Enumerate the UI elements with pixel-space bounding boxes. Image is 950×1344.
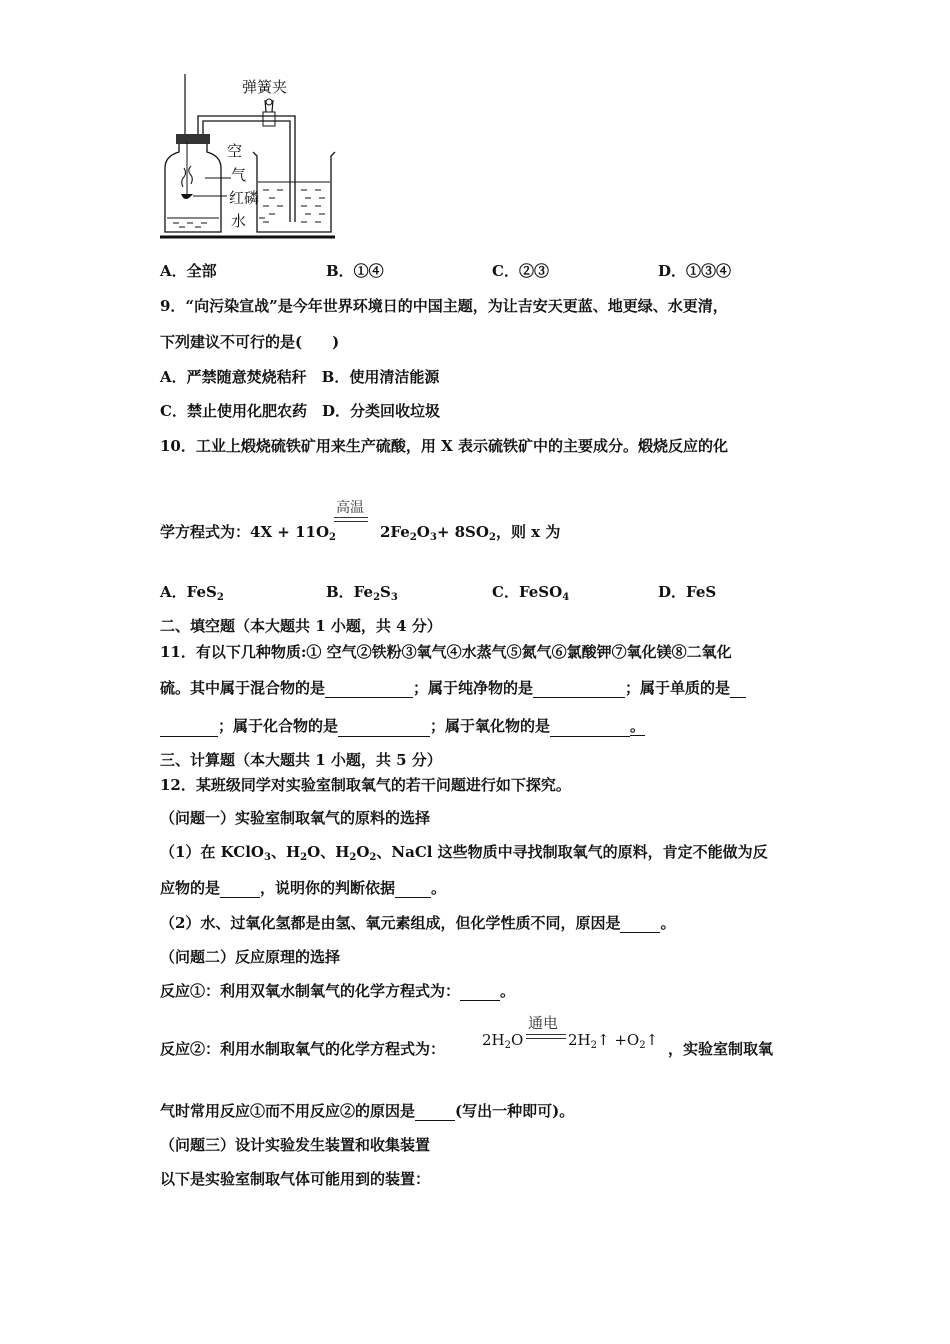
q11-element-blank-end[interactable] — [160, 720, 218, 737]
q12-reaction-2-label: 反应②：利用水制取氧气的化学方程式为： — [160, 1040, 446, 1058]
q12-r2-reason-label: 气时常用反应①而不用反应②的原因是 — [160, 1102, 416, 1120]
q12-r2-rhs-h: 2H — [568, 1031, 591, 1049]
q10-eq-sub-4: 2 — [488, 532, 496, 543]
q12-p1-q1-reason-blank[interactable] — [395, 881, 431, 898]
q10-option-a-sub: 2 — [216, 592, 224, 603]
q8-option-a: A．全部 — [160, 262, 217, 280]
q11-mixture-label: 硫。其中属于混合物的是 — [160, 679, 326, 697]
q11-compound-label: ；属于化合物的是 — [218, 717, 339, 735]
q10-eq-product-so: + 8SO — [436, 523, 489, 541]
q12-p1-q2-blank[interactable] — [620, 916, 660, 933]
q12-reaction-1-blank[interactable] — [460, 984, 500, 1001]
q11-pure-blank[interactable] — [533, 681, 625, 698]
apparatus-figure — [155, 72, 345, 242]
q12-reaction-2-line-2 — [160, 1101, 574, 1121]
q12-p1-q1-text-b: 、H — [270, 843, 301, 861]
q12-p1-q1-reason-label: ，说明你的判断依据 — [260, 879, 396, 897]
q12-reaction-2-equals-sign — [526, 1034, 566, 1039]
q10-line-1: 10．工业上煅烧硫铁矿用来生产硫酸，用 X 表示硫铁矿中的主要成分。煅烧反应的化 — [160, 437, 728, 455]
section-3-title: 三、计算题（本大题共 1 小题，共 5 分） — [160, 751, 442, 769]
q11-line-1: 11．有以下几种物质:① 空气②铁粉③氧气④水蒸气⑤氮气⑥氯酸钾⑦氧化镁⑧二氧化 — [160, 643, 732, 661]
q12-reaction-2-tail: ，实验室制取氧 — [668, 1040, 774, 1058]
q10-option-d: D．FeS — [658, 583, 717, 601]
q11-compound-blank[interactable] — [338, 720, 430, 737]
q11-element-label: ；属于单质的是 — [625, 679, 731, 697]
q11-oxide-blank[interactable] — [550, 720, 630, 737]
q10-option-b — [326, 582, 398, 602]
q10-eq-suffix: ，则 x 为 — [495, 523, 561, 541]
q12-p1-q1-text-d: O — [356, 843, 370, 861]
q9-line-2: 下列建议不可行的是( ) — [160, 333, 340, 351]
q9-line-1: 9．“向污染宣战”是今年世界环境日的中国主题，为让吉安天更蓝、地更绿、水更清， — [160, 297, 728, 315]
q12-r2-rhs-h-sub: 2 — [590, 1040, 597, 1051]
q11-end-mark: 。 — [630, 717, 646, 735]
q10-option-b-sub-2: 3 — [390, 592, 398, 603]
q11-oxide-label: ；属于氧化物的是 — [430, 717, 551, 735]
q10-option-a-text: A．FeS — [160, 583, 217, 601]
label-air-1: 空 — [227, 142, 243, 160]
q10-eq-product-o: O — [416, 523, 430, 541]
q10-condition: 高温 — [336, 500, 364, 516]
q12-problem-2-title: （问题二）反应原理的选择 — [160, 948, 341, 966]
q12-r2-reason-blank[interactable] — [415, 1104, 455, 1121]
q12-p1-q1-line-2 — [160, 878, 446, 898]
q12-p1-q1-reactant-blank[interactable] — [220, 881, 260, 898]
q12-r2-lhs-o: O — [511, 1031, 524, 1049]
q10-equation — [160, 522, 560, 542]
label-spring-clip: 弹簧夹 — [242, 78, 288, 96]
q12-p1-q1-text-e: 、NaCl 这些物质中寻找制取氧气的原料，肯定不能做为反 — [376, 843, 768, 861]
q12-p1-q1-text-a: （1）在 KClO — [160, 843, 264, 861]
q10-option-b-text: B．Fe — [326, 583, 374, 601]
q8-option-c: C．②③ — [492, 262, 549, 280]
q11-element-blank-start[interactable] — [730, 681, 746, 698]
q12-p1-q2-text: （2）水、过氧化氢都是由氢、氧元素组成，但化学性质不同，原因是 — [160, 914, 621, 932]
q10-option-a — [160, 582, 224, 602]
q12-reaction-1-end: 。 — [500, 982, 516, 1000]
q12-p1-q1-reactant-label: 应物的是 — [160, 879, 221, 897]
apparatus-drawing — [155, 72, 345, 242]
q12-p1-q1-sub-4: 2 — [369, 852, 377, 863]
q12-r2-rhs-arrow: ↑ — [645, 1031, 659, 1049]
q9-options-ab: A．严禁随意焚烧秸秆 B．使用清洁能源 — [160, 368, 440, 386]
q10-option-c — [492, 582, 569, 602]
q12-reaction-2-rhs — [568, 1030, 658, 1050]
q12-problem-1-title: （问题一）实验室制取氧气的原料的选择 — [160, 809, 431, 827]
q11-line-2 — [160, 678, 746, 698]
q12-reaction-1-text: 反应①：利用双氧水制氧气的化学方程式为： — [160, 982, 461, 1000]
q12-r2-lhs-h: 2H — [482, 1031, 505, 1049]
q12-reaction-1 — [160, 981, 515, 1001]
q10-option-b-mid: S — [380, 583, 391, 601]
section-2-title: 二、填空题（本大题共 1 小题，共 4 分） — [160, 617, 442, 635]
q10-eq-product-fe: 2Fe — [380, 523, 410, 541]
q10-option-c-text: C．FeSO — [492, 583, 563, 601]
q11-mixture-blank[interactable] — [325, 681, 413, 698]
q12-p1-q1-sub-2: 2 — [300, 852, 308, 863]
q12-p1-q1-line-1 — [160, 842, 768, 862]
q9-options-cd: C．禁止使用化肥农药 D．分类回收垃圾 — [160, 402, 440, 420]
label-water: 水 — [231, 212, 247, 230]
q12-p1-q1-end: 。 — [431, 879, 447, 897]
q12-p1-q1-sub-1: 3 — [264, 852, 271, 863]
q12-reaction-2-condition: 通电 — [528, 1014, 559, 1032]
q10-option-c-sub: 4 — [562, 592, 570, 603]
q12-p1-q2-end: 。 — [660, 914, 676, 932]
q10-eq-sub-3: 3 — [429, 532, 437, 543]
q12-r2-lhs-sub: 2 — [504, 1040, 511, 1051]
q12-p1-q2 — [160, 913, 675, 933]
q8-option-b: B．①④ — [326, 262, 384, 280]
q12-r2-rhs-o: ↑ +O — [597, 1031, 640, 1049]
q12-problem-3-title: （问题三）设计实验发生装置和收集装置 — [160, 1136, 431, 1154]
label-red-phosphorus: 红磷 — [229, 189, 260, 207]
q12-intro: 12．某班级同学对实验室制取氧气的若干问题进行如下探究。 — [160, 776, 571, 794]
q11-line-3 — [160, 716, 645, 737]
q10-option-b-sub-1: 2 — [373, 592, 381, 603]
q10-eq-sub-1: 2 — [329, 532, 336, 543]
q10-eq-prefix: 学方程式为：4X + 11O — [160, 523, 330, 541]
q11-pure-label: ；属于纯净物的是 — [413, 679, 534, 697]
q12-problem-3-text: 以下是实验室制取气体可能用到的装置： — [160, 1170, 431, 1188]
q12-p1-q1-sub-3: 2 — [349, 852, 357, 863]
q12-r2-rhs-o-sub: 2 — [639, 1040, 646, 1051]
q12-reaction-2-lhs — [482, 1030, 523, 1050]
q10-eq-sub-2: 2 — [409, 532, 417, 543]
q12-p1-q1-text-c: O、H — [307, 843, 350, 861]
label-air-2: 气 — [231, 166, 247, 184]
q8-option-d: D．①③④ — [658, 262, 732, 280]
q12-r2-reason-end: (写出一种即可)。 — [455, 1102, 575, 1120]
